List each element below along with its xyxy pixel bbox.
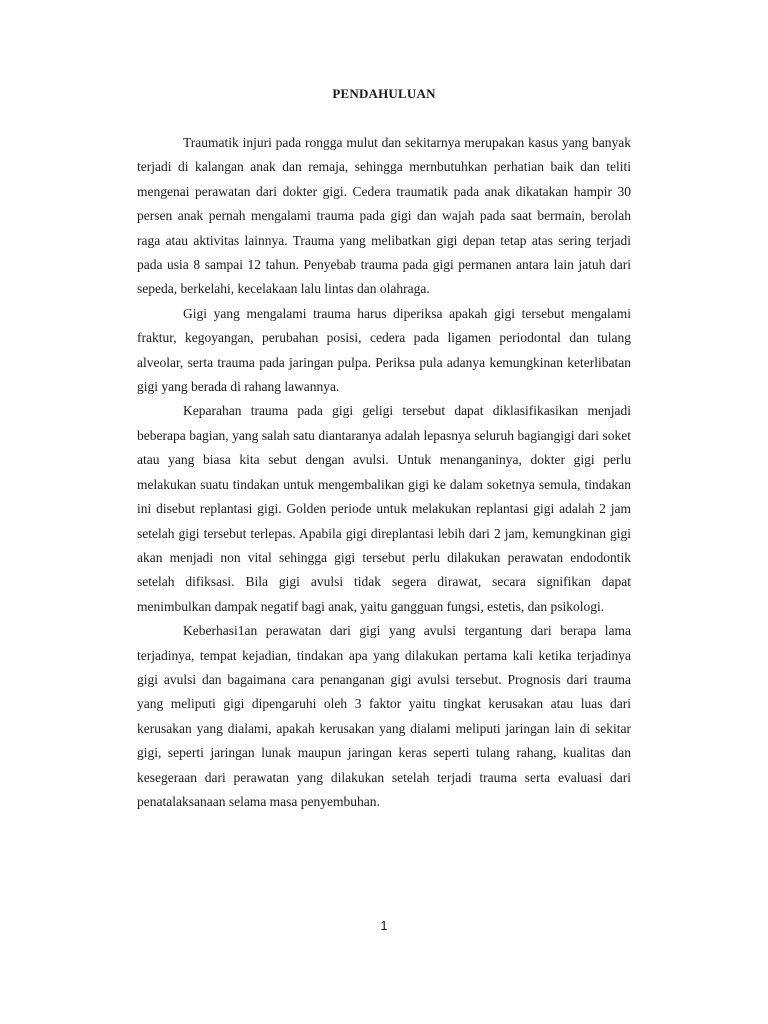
paragraph-4: Keberhasi1an perawatan dari gigi yang avulsi tergantung dari berapa lama terjadinya, tempat kejadian, tindakan apa yang dilakukan pertama kali ketika terjadinya gigi avulsi dan bagaimana cara penanganan gigi avulsi tersebut. Prognosis dari trauma yang meliputi gigi dipengaruhi oleh 3 faktor yaitu tingkat kerusakan atau luas dari kerusakan yang dialami, apakah kerusakan yang dialami meliputi jaringan lain di sekitar gigi, seperti jaringan lunak maupun jaringan keras seperti tulang rahang, kualitas dan kesegeraan dari perawatan yang dilakukan setelah terjadi trauma serta evaluasi dari penatalaksanaan selama masa penyembuhan.: [137, 623, 631, 809]
page-number: 1: [380, 918, 388, 933]
paragraph-3: Keparahan trauma pada gigi geligi tersebut dapat diklasifikasikan menjadi beberapa bagian, yang salah satu diantaranya adalah lepasnya seluruh bagiangigi dari soket atau yang biasa kita sebut dengan avulsi. Untuk menanganinya, dokter gigi perlu melakukan suatu tindakan untuk mengembalikan gigi ke dalam soketnya semula, tindakan ini disebut replantasi gigi. Golden periode untuk melakukan replantasi gigi adalah 2 jam setelah gigi tersebut terlepas. Apabila gigi direplantasi lebih dari 2 jam, kemungkinan gigi akan menjadi non vital sehingga gigi tersebut perlu dilakukan perawatan endodontik setelah difiksasi. Bila gigi avulsi tidak segera dirawat, secara signifikan dapat menimbulkan dampak negatif bagi anak, yaitu gangguan fungsi, estetis, dan psikologi.: [137, 403, 631, 614]
paragraph-2: Gigi yang mengalami trauma harus diperiksa apakah gigi tersebut mengalami fraktur, kegoyangan, perubahan posisi, cedera pada ligamen periodontal dan tulang alveolar, serta trauma pada jaringan pulpa. Periksa pula adanya kemungkinan keterlibatan gigi yang berada di rahang lawannya.: [137, 305, 631, 395]
page-title: PENDAHULUAN: [332, 86, 436, 101]
paragraph-1: Traumatik injuri pada rongga mulut dan sekitarnya merupakan kasus yang banyak terjadi di kalangan anak dan remaja, sehingga mernbutuhkan perhatian baik dan teliti mengenai perawatan dari dokter gigi. Cedera traumatik pada anak dikatakan hampir 30 persen anak pernah mengalami trauma pada gigi dan wajah pada saat bermain, berolah raga atau aktivitas lainnya. Trauma yang melibatkan gigi depan tetap atas sering terjadi pada usia 8 sampai 12 tahun. Penyebab trauma pada gigi permanen antara lain jatuh dari sepeda, berkelahi, kecelakaan lalu lintas dan olahraga.: [137, 135, 631, 297]
body-text: [137, 131, 631, 814]
